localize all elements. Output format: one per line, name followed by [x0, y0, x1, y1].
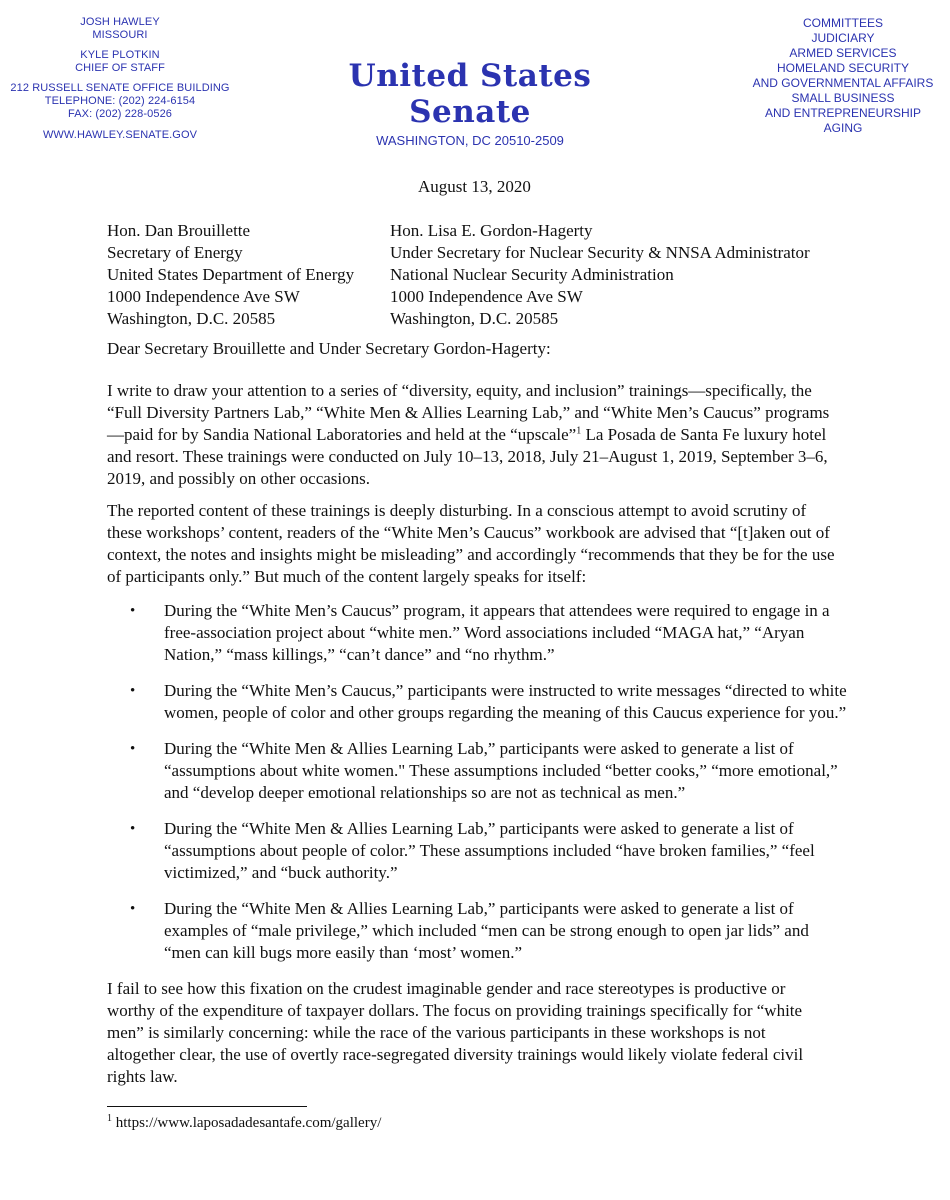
list-item	[107, 600, 847, 666]
senate-address: WASHINGTON, DC 20510-2509	[376, 133, 564, 148]
address-line: Secretary of Energy	[107, 243, 243, 262]
staff-title: CHIEF OF STAFF	[75, 62, 165, 74]
committee-item: HOMELAND SECURITY	[776, 61, 910, 75]
bullet-list	[107, 600, 847, 978]
footnote-reference: 1	[576, 425, 582, 437]
footnote-divider	[107, 1106, 307, 1107]
recipient-address-2	[390, 220, 810, 330]
senator-state: MISSOURI	[92, 29, 148, 41]
paragraph-text: I write to draw your attention to a series of “diversity, equity, and inclusion” trainings—specifically, the “Full Diversity Partners Lab,” “White Men & Allies Learning Lab,” and “White Men’s Caucus” programs—paid for by Sandia National Laboratories and held at the “upscale”	[107, 381, 830, 444]
website: WWW.HAWLEY.SENATE.GOV	[42, 129, 198, 141]
list-item	[107, 898, 847, 964]
senator-name: JOSH HAWLEY	[80, 16, 160, 28]
paragraph-conclusion: I fail to see how this fixation on the crudest imaginable gender and race stereotypes is productive or worthy of the expenditure of taxpayer dollars. The focus on providing trainings specifically for “white men” is similarly concerning: while the race of the various participants in these workshops is not altogether clear, the use of overtly race-segregated diversity trainings would likely violate federal civil rights law.	[107, 979, 804, 1086]
bullet-mark: •	[130, 683, 136, 699]
committee-item: SMALL BUSINESS	[791, 91, 895, 105]
letterhead-left	[0, 16, 240, 142]
committee-item: ARMED SERVICES	[789, 46, 897, 60]
office-address: 212 RUSSELL SENATE OFFICE BUILDING	[10, 82, 230, 94]
senate-title: United States Senate	[348, 58, 592, 130]
paragraph-text: La Posada de Santa Fe luxury hotel and resort. These trainings were conducted on July 10–13, 2018, July 21–August 1, 2019, September 3–6, 2019, and possibly on other occasions.	[107, 425, 828, 488]
committee-item: AND GOVERNMENTAL AFFAIRS	[752, 76, 934, 90]
paragraph-content: The reported content of these trainings is deeply disturbing. In a conscious attempt to avoid scrutiny of these workshops’ content, readers of the “White Men’s Caucus” workbook are advised that “[t]aken out of context, the notes and insights might be misleading” and accordingly “recommends that they be for the use of participants only.” But much of the content largely speaks for itself:	[107, 501, 835, 586]
address-line: United States Department of Energy	[107, 265, 355, 284]
address-line: Under Secretary for Nuclear Security & NNSA Administrator	[390, 243, 810, 262]
committee-item: AND ENTREPRENEURSHIP	[764, 106, 922, 120]
address-line: Washington, D.C. 20585	[390, 309, 559, 328]
committee-item: AGING	[823, 121, 863, 135]
salutation: Dear Secretary Brouillette and Under Secretary Gordon-Hagerty:	[107, 339, 551, 358]
letterhead-center	[300, 58, 640, 150]
fax: FAX: (202) 228-0526	[67, 108, 173, 120]
list-item	[107, 818, 847, 884]
bullet-mark: •	[130, 741, 136, 757]
list-item-text: During the “White Men & Allies Learning Lab,” participants were asked to generate a list of examples of “male privilege,” which included “men can be strong enough to open jar lids” and “men can kill bugs more easily than ‘most’ women.”	[164, 899, 809, 962]
letterhead-right	[748, 16, 938, 136]
address-line: Hon. Lisa E. Gordon-Hagerty	[390, 221, 593, 240]
list-item-text: During the “White Men’s Caucus” program, it appears that attendees were required to engage in a free-association project about “white men.” Word associations included “MAGA hat,” “Aryan Nation,” “mass killings,” “can’t dance” and “no rhythm.”	[164, 601, 830, 664]
address-line: Washington, D.C. 20585	[107, 309, 276, 328]
staff-name: KYLE PLOTKIN	[80, 49, 160, 61]
letter-date: August 13, 2020	[418, 177, 531, 196]
bullet-mark: •	[130, 821, 136, 837]
telephone: TELEPHONE: (202) 224-6154	[44, 95, 196, 107]
list-item	[107, 738, 847, 804]
list-item-text: During the “White Men & Allies Learning Lab,” participants were asked to generate a list of “assumptions about people of color.” These assumptions included “have broken families,” “feel victimized,” and “buck authority.”	[164, 819, 815, 882]
footnote-mark: 1	[107, 1113, 112, 1124]
committee-item: JUDICIARY	[811, 31, 875, 45]
list-item-text: During the “White Men & Allies Learning Lab,” participants were asked to generate a list of “assumptions about white women." These assumptions included “better cooks,” “more emotional,” and “develop deeper emotional relationships so are not as technical as men.”	[164, 739, 838, 802]
paragraph-intro	[107, 380, 837, 490]
address-line: National Nuclear Security Administration	[390, 265, 674, 284]
address-line: Hon. Dan Brouillette	[107, 221, 251, 240]
committees-heading: COMMITTEES	[803, 16, 883, 30]
footnote-link[interactable]: https://www.laposadadesantafe.com/gallery/	[112, 1115, 382, 1131]
recipient-address-1	[107, 220, 354, 330]
list-item-text: During the “White Men’s Caucus,” participants were instructed to write messages “directed to white women, people of color and other groups regarding the meaning of this Caucus experience for you.”	[164, 681, 847, 722]
list-item	[107, 680, 847, 724]
footnote	[107, 1114, 381, 1132]
bullet-mark: •	[130, 603, 136, 619]
bullet-mark: •	[130, 901, 136, 917]
address-line: 1000 Independence Ave SW	[107, 287, 300, 306]
address-line: 1000 Independence Ave SW	[390, 287, 583, 306]
